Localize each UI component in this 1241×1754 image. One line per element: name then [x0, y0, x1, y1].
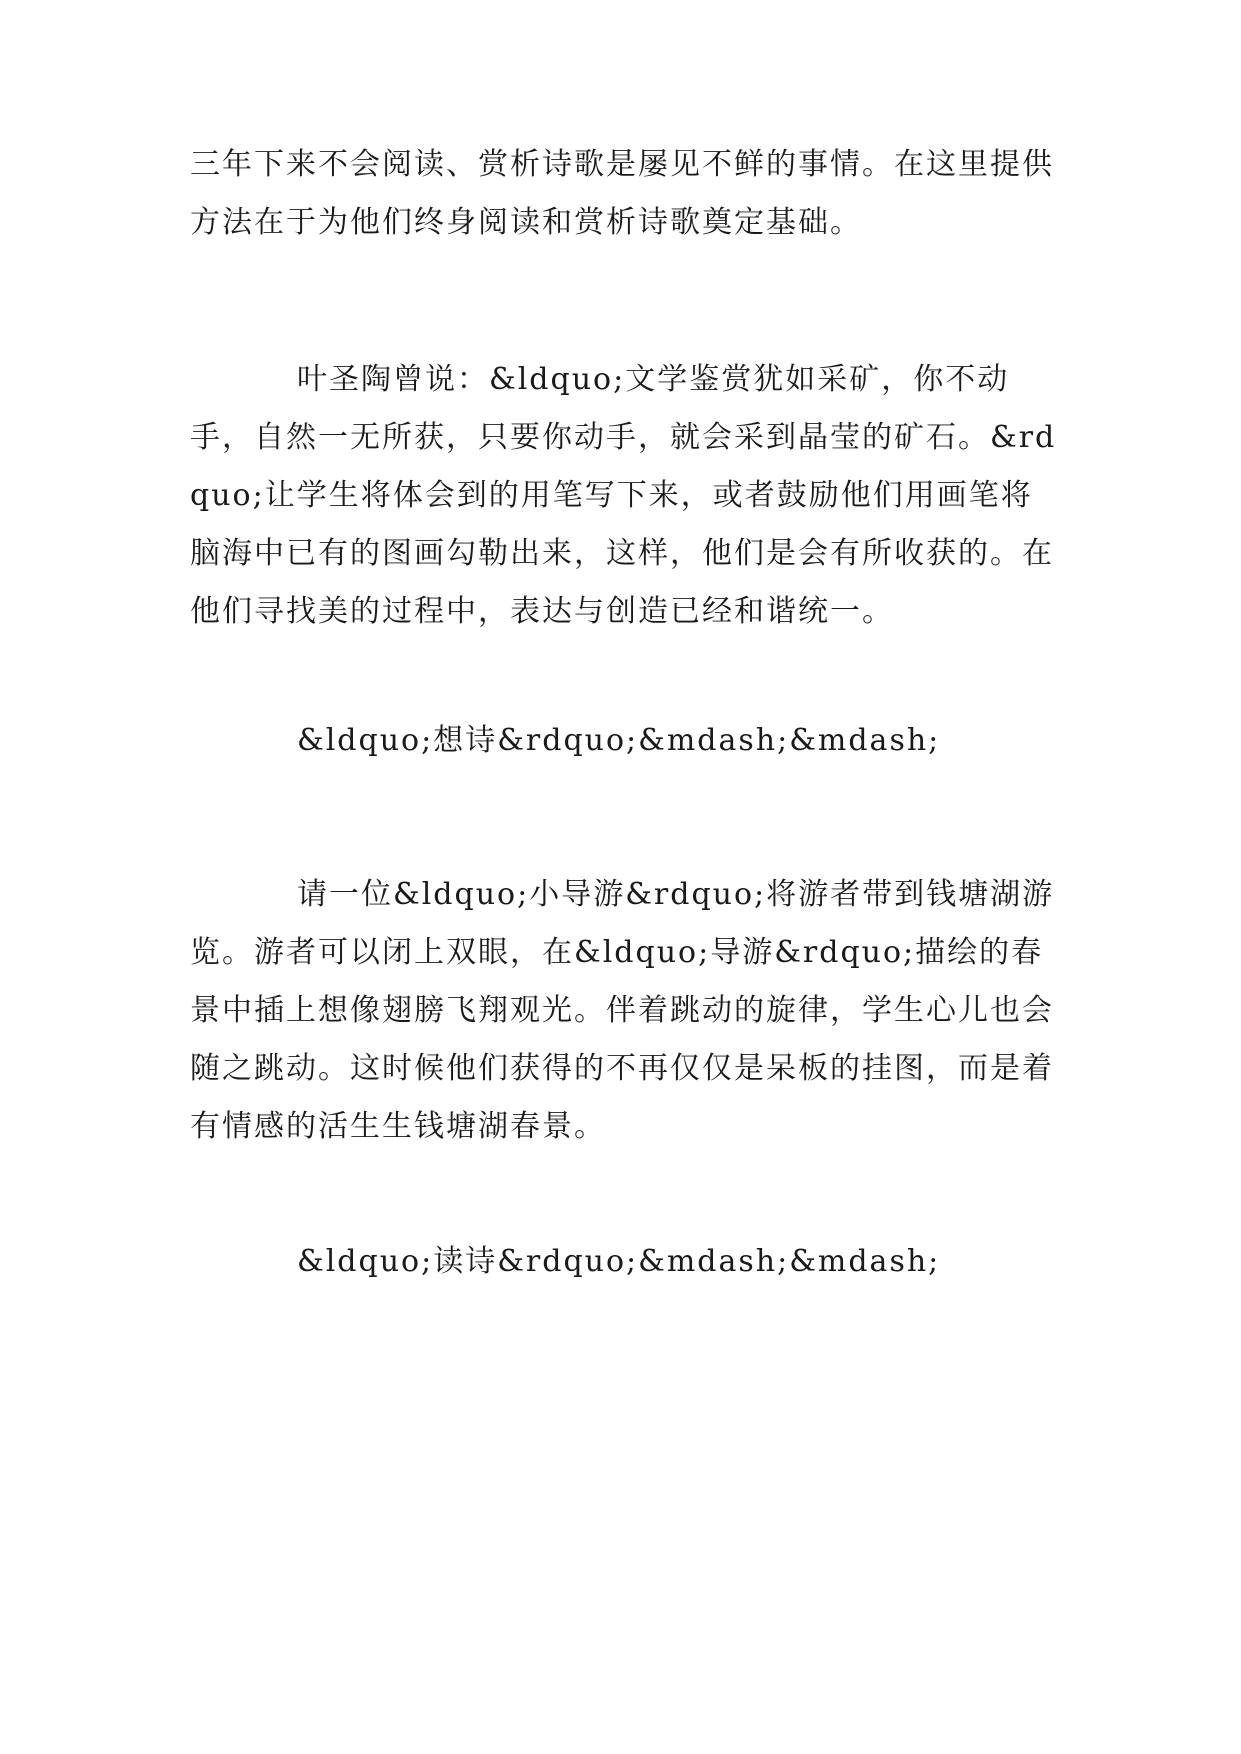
paragraph-tour-guide: 请一位&ldquo;小导游&rdquo;将游者带到钱塘湖游览。游者可以闭上双眼，在&ldquo;导游&rdquo;描绘的春景中插上想像翅膀飞翔观光。伴着跳动的旋律，学生心儿也会随之跳动。这时候他们获得的不再仅仅是呆板的挂图，而是着有情感的活生生钱塘湖春景。 — [190, 877, 1055, 1144]
heading-think-poem: &ldquo;想诗&rdquo;&mdash;&mdash; — [297, 723, 941, 758]
heading-read-poem: &ldquo;读诗&rdquo;&mdash;&mdash; — [297, 1244, 941, 1279]
paragraph-ye-shengtao-quote: 叶圣陶曾说：&ldquo;文学鉴赏犹如采矿，你不动手，自然一无所获，只要你动手，就会采到晶莹的矿石。&rdquo;让学生将体会到的用笔写下来，或者鼓励他们用画笔将脑海中已有的图画勾勒出来，这样，他们是会有所收获的。在他们寻找美的过程中，表达与创造已经和谐统一。 — [190, 362, 1057, 629]
paragraph-methods-foundation: 三年下来不会阅读、赏析诗歌是屡见不鲜的事情。在这里提供方法在于为他们终身阅读和赏析诗歌奠定基础。 — [190, 147, 1054, 240]
